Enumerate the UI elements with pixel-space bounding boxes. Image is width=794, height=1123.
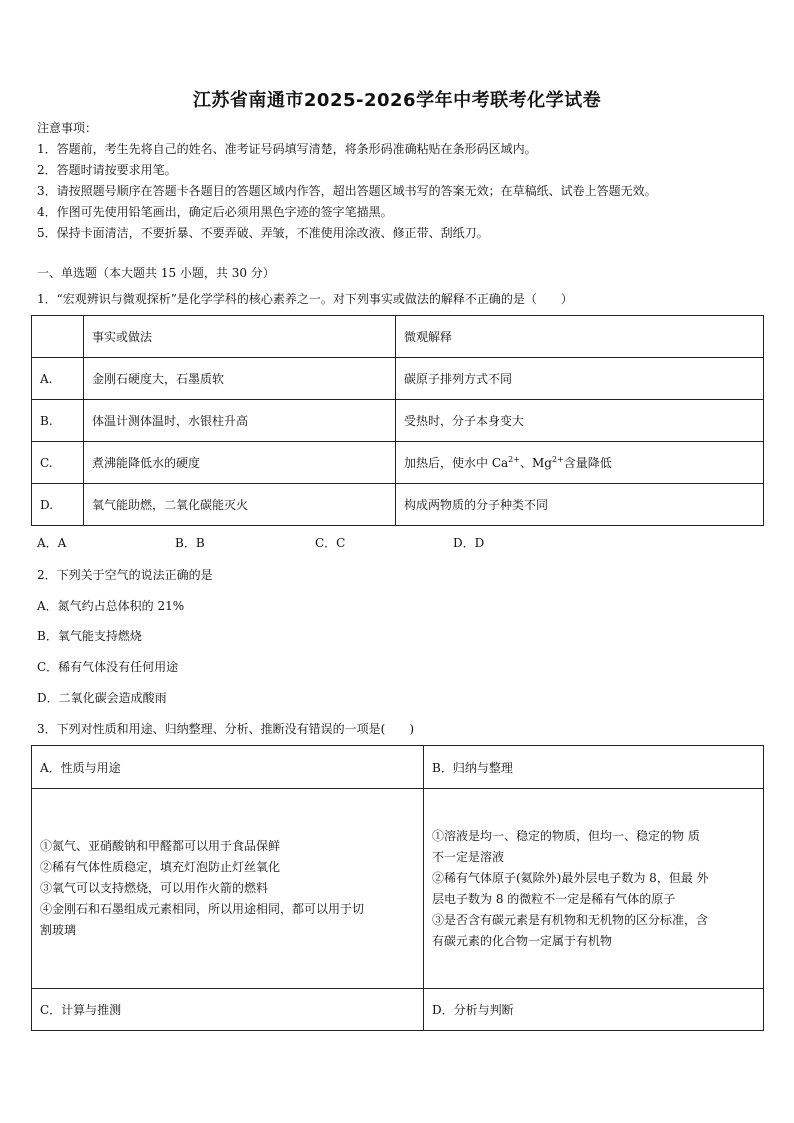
cell-d-title: D．分析与判断 [424, 989, 764, 1031]
exam-title: 江苏省南通市2025-2026学年中考联考化学试卷 [192, 90, 602, 111]
table-row [32, 358, 764, 400]
cell-b-content [424, 789, 764, 989]
explain-text: 、Mg [519, 456, 552, 470]
explain-cell: 碳原子排列方式不同 [396, 358, 764, 400]
statement-line: ②稀有气体原子(氦除外)最外层电子数为 8，但最 外 [432, 870, 709, 885]
question-1-table [31, 315, 764, 526]
explain-text: 含量降低 [563, 456, 612, 470]
statement-line: ④金刚石和石墨组成元素相同，所以用途相同，都可以用于切 [40, 902, 365, 916]
row-label: A. [32, 358, 84, 400]
notice-item: 3．请按照题号顺序在答题卡各题目的答题区域内作答，超出答题区域书写的答案无效；在草稿纸、试卷上答题无效。 [37, 184, 657, 198]
statement-line: ②稀有气体性质稳定，填充灯泡防止灯丝氧化 [40, 860, 281, 874]
table-row [32, 789, 764, 989]
question-2-stem: 2．下列关于空气的说法正确的是 [37, 568, 213, 582]
notice-item: 4．作图可先使用铅笔画出，确定后必须用黑色字迹的签字笔描黑。 [37, 205, 393, 219]
question-1-stem: 1．“宏观辨识与微观探析”是化学学科的核心素养之一。对下列事实或做法的解释不正确的是（ ） [37, 292, 573, 306]
fact-cell: 体温计测体温时，水银柱升高 [84, 400, 396, 442]
ion-charge: 2+ [551, 455, 564, 464]
explain-cell: 受热时，分子本身变大 [396, 400, 764, 442]
cell-a-title: A．性质与用途 [32, 746, 424, 789]
option-b[interactable]: B．氧气能支持燃烧 [37, 629, 142, 643]
fact-cell: 煮沸能降低水的硬度 [84, 442, 396, 484]
question-3-stem: 3．下列对性质和用途、归纳整理、分析、推断没有错误的一项是( ) [37, 722, 415, 736]
table-row [32, 746, 764, 789]
row-label: B. [32, 400, 84, 442]
option-a[interactable]: A．A [37, 536, 67, 550]
statement-line: ③氧气可以支持燃烧，可以用作火箭的燃料 [40, 881, 269, 895]
table-header-row [32, 316, 764, 358]
option-c[interactable]: C．C [315, 536, 346, 550]
ion-charge: 2+ [508, 455, 520, 464]
option-c[interactable]: C．稀有气体没有任何用途 [37, 660, 179, 674]
notice-item: 2．答题时请按要求用笔。 [37, 163, 177, 177]
statement-line: ①氮气、亚硝酸钠和甲醛都可以用于食品保鲜 [40, 839, 281, 853]
table-row [32, 989, 764, 1031]
explain-text: 加热后，使水中 Ca [404, 456, 509, 470]
explain-cell: 构成两物质的分子种类不同 [396, 484, 764, 526]
fact-cell: 金刚石硬度大，石墨质软 [84, 358, 396, 400]
statement-line: 不一定是溶液 [432, 849, 505, 864]
statement-line: 有碳元素的化合物一定属于有机物 [432, 933, 613, 948]
statement-line: ①溶液是均一、稳定的物质，但均一、稳定的物 质 [432, 828, 700, 843]
table-header-cell [32, 316, 84, 358]
cell-a-content [32, 789, 424, 989]
cell-b-lines [432, 826, 763, 952]
cell-a-lines [40, 836, 423, 941]
notice-item: 5．保持卡面清洁，不要折暴、不要弄破、弄皱，不准使用涂改液、修正带、刮纸刀。 [37, 226, 489, 240]
row-label: D. [32, 484, 84, 526]
option-a[interactable]: A．氮气约占总体积的 21% [37, 599, 185, 613]
table-row [32, 442, 764, 484]
option-d[interactable]: D．D [453, 536, 485, 550]
explain-cell [396, 442, 764, 484]
notice-heading: 注意事项： [37, 121, 98, 135]
option-b[interactable]: B．B [175, 536, 205, 550]
cell-c-title: C．计算与推测 [32, 989, 424, 1031]
table-row [32, 484, 764, 526]
fact-cell: 氧气能助燃，二氧化碳能灭火 [84, 484, 396, 526]
row-label: C. [32, 442, 84, 484]
statement-line: ③是否含有碳元素是有机物和无机物的区分标准，含 [432, 912, 709, 927]
statement-line: 层电子数为 8 的微粒不一定是稀有气体的原子 [432, 891, 676, 906]
statement-line: 割玻璃 [40, 923, 77, 937]
question-1-options [37, 534, 757, 550]
option-d[interactable]: D．二氧化碳会造成酸雨 [37, 691, 167, 705]
section-heading: 一、单选题（本大题共 15 小题，共 30 分） [37, 266, 275, 280]
table-header-cell: 微观解释 [396, 316, 764, 358]
question-3-table [31, 745, 764, 1031]
cell-b-title: B．归纳与整理 [424, 746, 764, 789]
table-row [32, 400, 764, 442]
notice-item: 1．答题前，考生先将自己的姓名、准考证号码填写清楚，将条形码准确粘贴在条形码区域内。 [37, 142, 537, 156]
table-header-cell: 事实或做法 [84, 316, 396, 358]
